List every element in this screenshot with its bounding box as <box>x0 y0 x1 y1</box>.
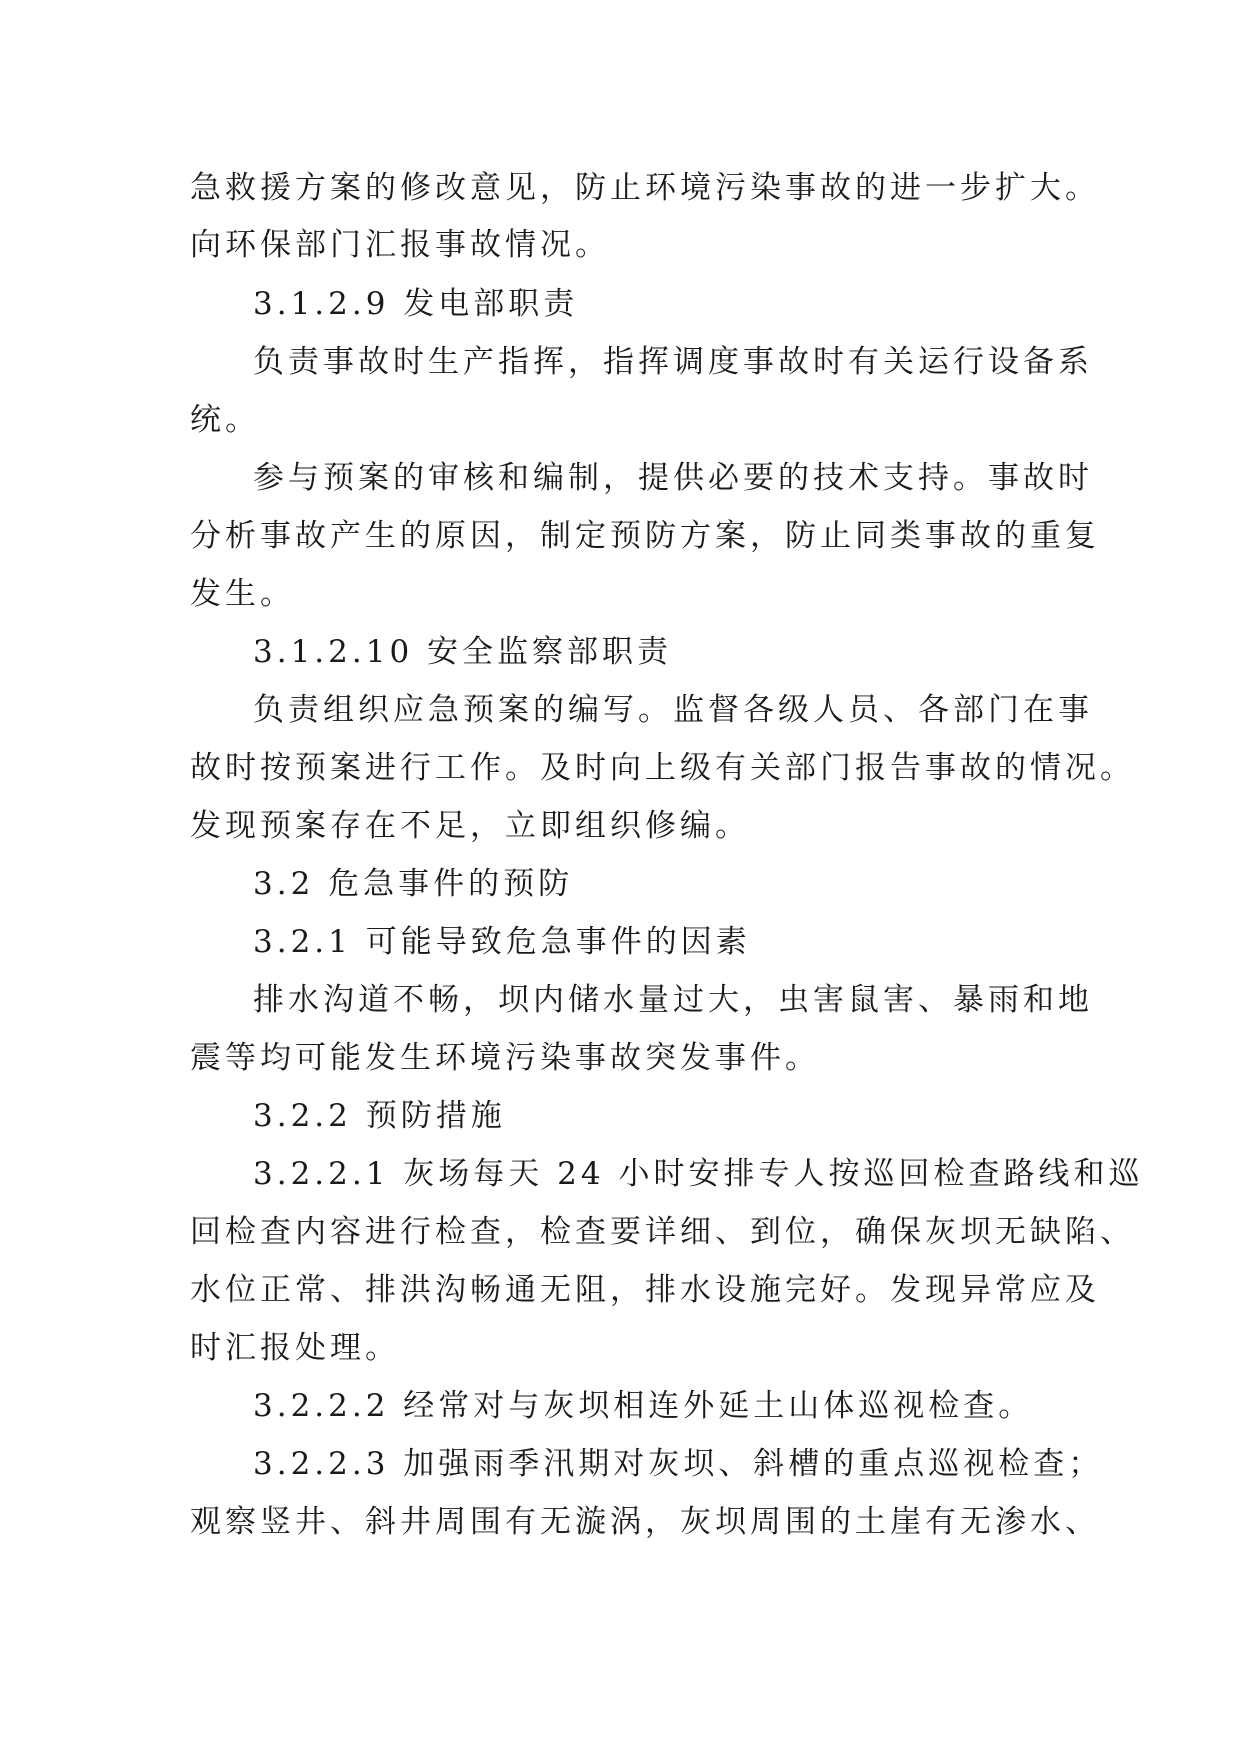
text-line: 回检查内容进行检查，检查要详细、到位，确保灰坝无缺陷、 <box>190 1214 1135 1250</box>
text-line: 负责事故时生产指挥，指挥调度事故时有关运行设备系 <box>253 344 1093 380</box>
text-line: 震等均可能发生环境污染事故突发事件。 <box>190 1040 820 1076</box>
section-heading: 3.1.2.9 发电部职责 <box>253 286 579 322</box>
text-line: 3.2.2.2 经常对与灰坝相连外延土山体巡视检查。 <box>253 1388 1034 1424</box>
text-line: 观察竖井、斜井周围有无漩涡，灰坝周围的土崖有无渗水、 <box>190 1504 1100 1540</box>
text-line: 3.2.2.1 灰场每天 24 小时安排专人按巡回检查路线和巡 <box>253 1156 1144 1192</box>
text-line: 急救援方案的修改意见，防止环境污染事故的进一步扩大。 <box>190 170 1100 206</box>
text-line: 负责组织应急预案的编写。监督各级人员、各部门在事 <box>253 692 1093 728</box>
text-line: 故时按预案进行工作。及时向上级有关部门报告事故的情况。 <box>190 750 1135 786</box>
text-line: 参与预案的审核和编制，提供必要的技术支持。事故时 <box>253 460 1093 496</box>
text-line: 排水沟道不畅，坝内储水量过大，虫害鼠害、暴雨和地 <box>253 982 1093 1018</box>
text-line: 统。 <box>190 402 260 438</box>
text-line: 分析事故产生的原因，制定预防方案，防止同类事故的重复 <box>190 518 1100 554</box>
section-heading: 3.2.2 预防措施 <box>253 1098 506 1134</box>
section-heading: 3.1.2.10 安全监察部职责 <box>253 634 673 670</box>
text-line: 水位正常、排洪沟畅通无阻，排水设施完好。发现异常应及 <box>190 1272 1100 1308</box>
text-line: 向环保部门汇报事故情况。 <box>190 227 610 263</box>
text-line: 发现预案存在不足，立即组织修编。 <box>190 808 750 844</box>
text-line: 发生。 <box>190 576 295 612</box>
text-line: 时汇报处理。 <box>190 1330 400 1366</box>
section-heading: 3.2.1 可能导致危急事件的因素 <box>253 924 751 960</box>
section-heading: 3.2 危急事件的预防 <box>253 866 574 902</box>
text-line: 3.2.2.3 加强雨季汛期对灰坝、斜槽的重点巡视检查； <box>253 1446 1104 1482</box>
